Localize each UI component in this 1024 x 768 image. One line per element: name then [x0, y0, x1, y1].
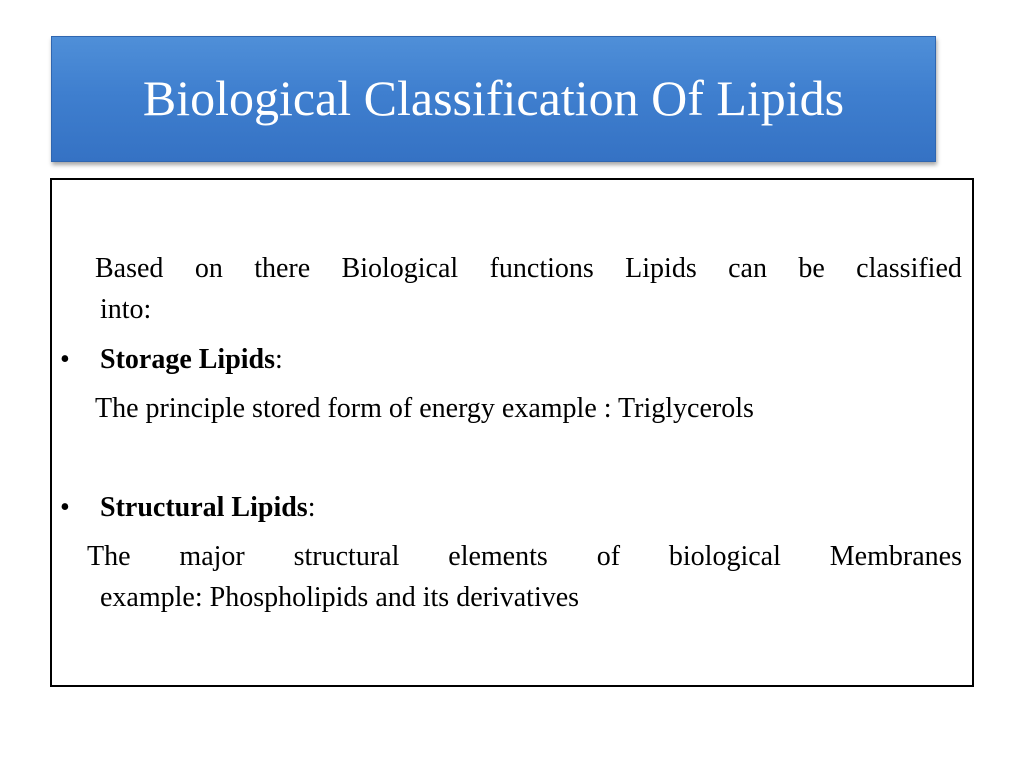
structural-heading-line: [100, 488, 315, 528]
structural-continuation: example: Phospholipids and its derivatives: [100, 582, 580, 613]
intro-word: there: [254, 253, 311, 284]
intro-word: Biological: [341, 253, 459, 284]
structural-word: major: [179, 541, 245, 572]
intro-word: be: [798, 253, 825, 284]
structural-heading: Structural Lipids: [100, 492, 308, 523]
storage-description: The principle stored form of energy example : Triglycerols: [95, 393, 754, 424]
slide-title: Biological Classification Of Lipids: [142, 70, 845, 126]
structural-word: elements: [448, 541, 548, 572]
structural-word: structural: [293, 541, 400, 572]
structural-description-line: [87, 537, 962, 577]
storage-heading: Storage Lipids: [100, 344, 276, 375]
storage-colon: :: [275, 344, 283, 375]
structural-word: of: [596, 541, 621, 572]
intro-word: Based: [95, 253, 164, 284]
storage-heading-line: [100, 340, 283, 380]
bullet-structural: •: [60, 492, 70, 523]
intro-word: functions: [489, 253, 594, 284]
intro-word: on: [194, 253, 223, 284]
intro-word: Lipids: [625, 253, 697, 284]
structural-word: biological: [668, 541, 781, 572]
bullet-storage: •: [60, 344, 70, 375]
intro-word: can: [728, 253, 767, 284]
intro-line: [95, 249, 962, 289]
structural-colon: :: [307, 492, 316, 523]
structural-word: Membranes: [829, 541, 962, 572]
intro-word: classified: [856, 253, 962, 284]
structural-word: The: [87, 541, 131, 572]
intro-continuation: into:: [100, 294, 152, 325]
title-banner: [51, 36, 936, 162]
